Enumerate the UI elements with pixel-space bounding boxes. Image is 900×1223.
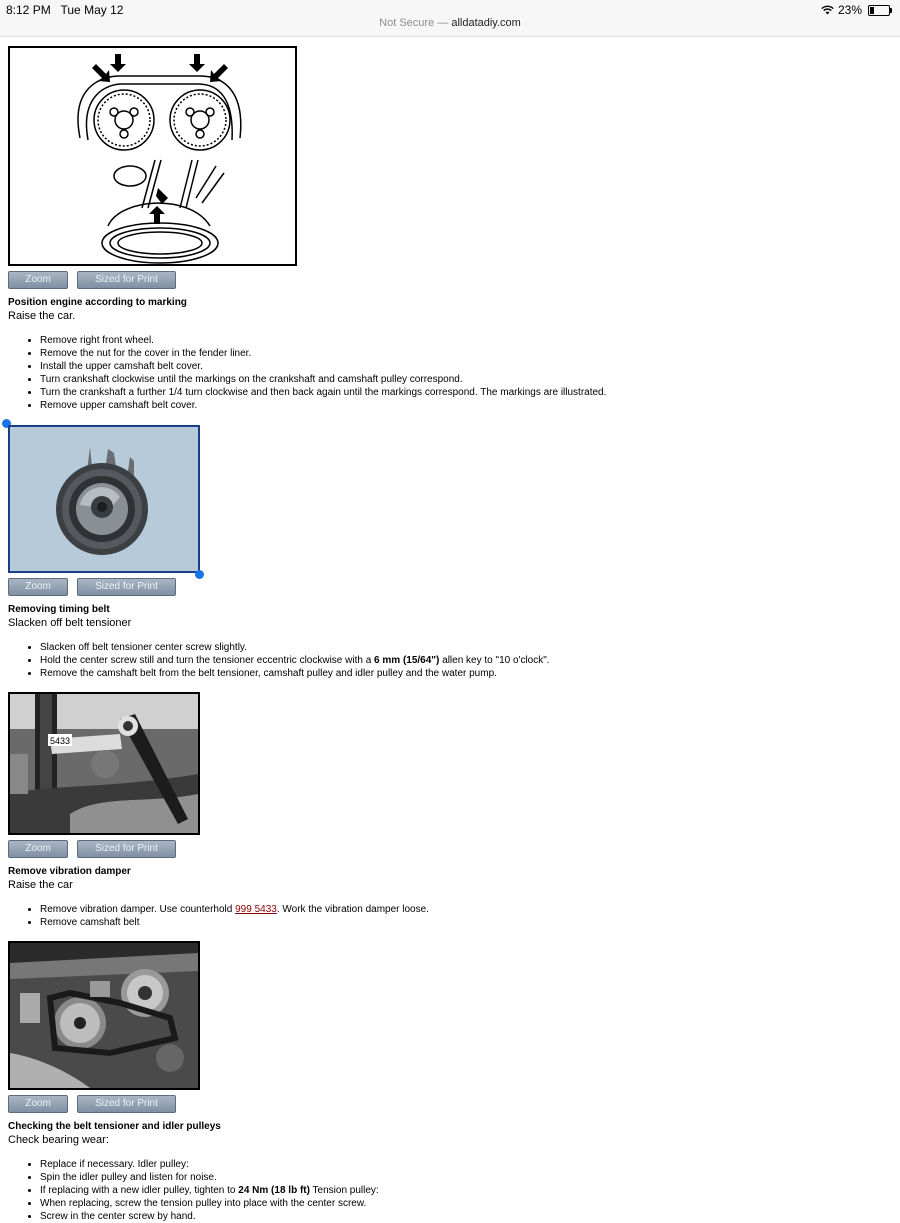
engine-marking-diagram: [8, 46, 297, 266]
section-subtitle: Raise the car: [8, 879, 73, 891]
clock: 8:12 PM: [6, 3, 51, 17]
url-host: alldatadiy.com: [451, 17, 521, 29]
list-item: • Turn crankshaft clockwise until the markings on the crankshaft and camshaft pulley correspond.: [40, 373, 892, 386]
sized-for-print-button[interactable]: Sized for Print: [77, 1095, 176, 1113]
section-subtitle: Slacken off belt tensioner: [8, 617, 132, 629]
date: Tue May 12: [60, 3, 124, 17]
security-label: Not Secure —: [379, 17, 449, 29]
list-item: • Install the upper camshaft belt cover.: [40, 360, 892, 373]
counterhold-link[interactable]: 999 5433: [235, 904, 277, 915]
text: Remove vibration damper. Use counterhold: [40, 904, 236, 915]
list-item: • Spin the idler pulley and listen for noise.: [40, 1171, 892, 1184]
list-item: • Replace if necessary. Idler pulley:: [40, 1158, 892, 1171]
section-subtitle: Raise the car.: [8, 310, 76, 322]
list-item: • Remove the camshaft belt from the belt tensioner, camshaft pulley and idler pulley and the water pump.: [40, 667, 892, 680]
list-item: • Remove right front wheel.: [40, 334, 892, 347]
list-item: • Slacken off belt tensioner center screw slightly.: [40, 641, 892, 654]
figure-4-buttons: [8, 1095, 892, 1113]
figure-1-buttons: [8, 271, 892, 289]
list-item: • Screw in the center screw by hand.: [40, 1210, 892, 1223]
bold-spec: 6 mm (15/64"): [374, 655, 440, 666]
sized-for-print-button[interactable]: Sized for Print: [77, 840, 176, 858]
section-title: Removing timing belt: [8, 604, 110, 615]
article-content: [8, 46, 892, 1223]
zoom-button[interactable]: Zoom: [8, 840, 68, 858]
text: Tension pulley:: [309, 1185, 379, 1196]
battery-icon: [868, 5, 890, 16]
text: . Work the vibration damper loose.: [276, 904, 429, 915]
sized-for-print-button[interactable]: Sized for Print: [77, 271, 176, 289]
status-time: [6, 3, 123, 17]
text: Hold the center screw still and turn the tensioner eccentric clockwise with a: [40, 655, 375, 666]
list-item: • Remove the nut for the cover in the fender liner.: [40, 347, 892, 360]
figure-3-buttons: [8, 840, 892, 858]
section-title: Position engine according to marking: [8, 297, 187, 308]
text: allen key to "10 o'clock".: [439, 655, 550, 666]
address-bar[interactable]: [0, 17, 900, 29]
browser-status-bar: [0, 0, 900, 37]
text: If replacing with a new idler pulley, tighten to: [40, 1185, 239, 1196]
figure-2-buttons: [8, 578, 892, 596]
battery-percent: 23%: [837, 3, 862, 17]
list-item: [40, 1184, 892, 1197]
tensioner-figure-wrap: [8, 425, 200, 573]
zoom-button[interactable]: Zoom: [8, 1095, 68, 1113]
list-item: • Remove upper camshaft belt cover.: [40, 399, 892, 412]
steps-list: [8, 1158, 892, 1223]
wifi-icon: [821, 5, 834, 15]
vibration-damper-photo: [8, 692, 200, 835]
list-item: • When replacing, screw the tension pulley into place with the center screw.: [40, 1197, 892, 1210]
section-title: Checking the belt tensioner and idler pulleys: [8, 1121, 221, 1132]
steps-list: [8, 903, 892, 929]
steps-list: [8, 641, 892, 680]
section-title: Remove vibration damper: [8, 866, 131, 877]
sized-for-print-button[interactable]: Sized for Print: [77, 578, 176, 596]
pulleys-photo: [8, 941, 200, 1090]
belt-tensioner-photo: [8, 425, 200, 573]
zoom-button[interactable]: Zoom: [8, 271, 68, 289]
list-item: [40, 654, 892, 667]
list-item: • Remove camshaft belt: [40, 916, 892, 929]
selection-handle-end[interactable]: [195, 570, 204, 579]
list-item: [40, 903, 892, 916]
status-indicators: [821, 3, 890, 17]
steps-list: [8, 334, 892, 412]
tool-number-label: 5433: [50, 736, 71, 746]
section-subtitle: Check bearing wear:: [8, 1134, 109, 1146]
zoom-button[interactable]: Zoom: [8, 578, 68, 596]
list-item: • Turn the crankshaft a further 1/4 turn clockwise and then back again until the markings correspond. The markings are illustrated.: [40, 386, 892, 399]
bold-spec: 24 Nm (18 lb ft): [238, 1185, 310, 1196]
